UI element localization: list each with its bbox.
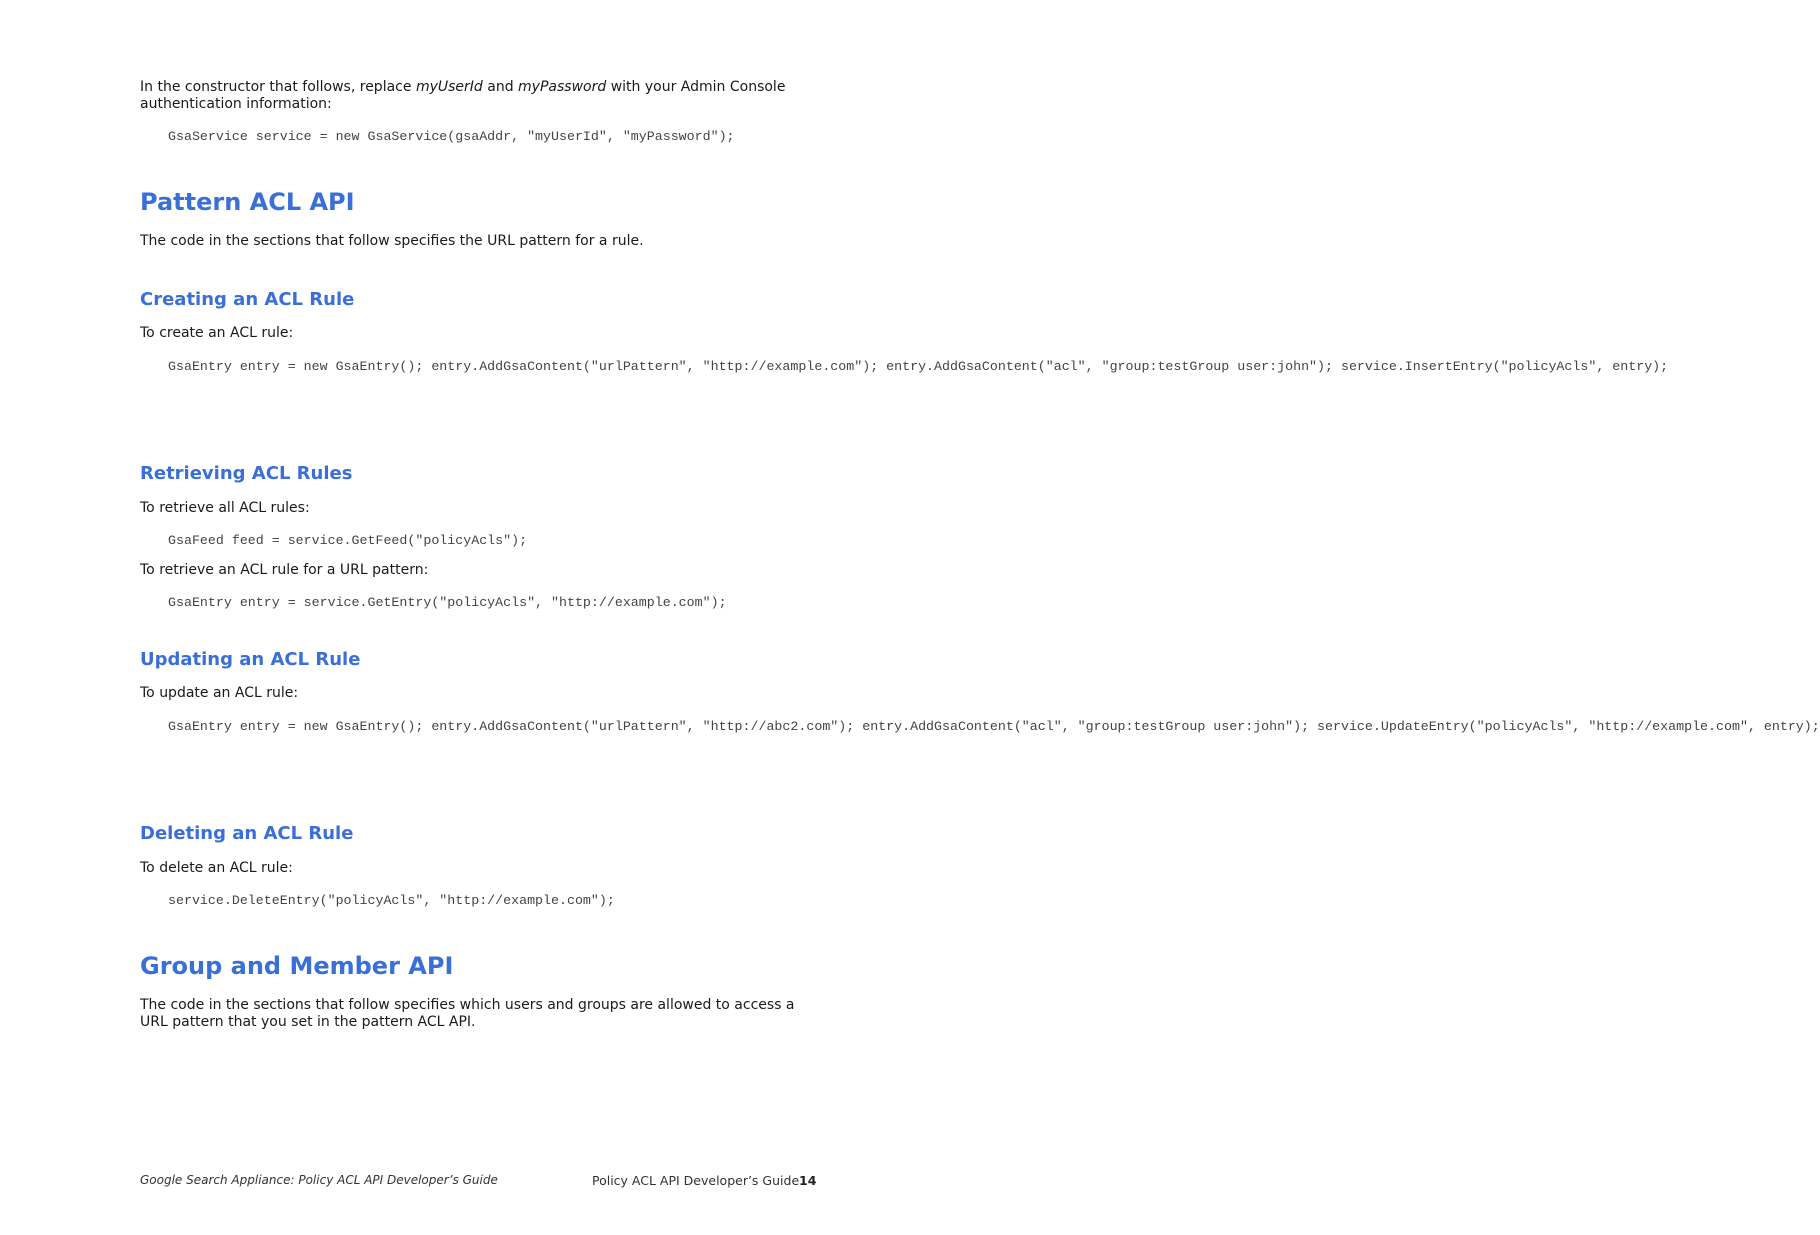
group-description: The code in the sections that follow specifies which users and groups are allowed to access a URL pattern that you set in the pattern ACL API.: [140, 997, 795, 1030]
heading-group-member-api: Group and Member API: [140, 952, 454, 980]
code-constructor: GsaService service = new GsaService(gsaAddr, "myUserId", "myPassword");: [168, 129, 735, 144]
footer-guide-name: Policy ACL API Developer’s Guide: [592, 1173, 800, 1188]
heading-creating-acl-rule: Creating an ACL Rule: [140, 289, 355, 310]
heading-pattern-acl-api: Pattern ACL API: [140, 188, 355, 216]
heading-retrieving-acl-rules: Retrieving ACL Rules: [140, 463, 353, 484]
deleting-lead: To delete an ACL rule:: [140, 860, 293, 876]
intro-emphasis-password: myPassword: [518, 79, 607, 95]
updating-lead: To update an ACL rule:: [140, 685, 299, 701]
heading-deleting-acl-rule: Deleting an ACL Rule: [140, 823, 354, 844]
code-delete-acl: service.DeleteEntry("policyAcls", "http://example.com");: [168, 893, 615, 908]
intro-paragraph: [140, 79, 800, 113]
code-retrieve-pattern: GsaEntry entry = service.GetEntry("policyAcls", "http://example.com");: [168, 595, 727, 610]
intro-text-2: and: [482, 79, 519, 95]
creating-lead: To create an ACL rule:: [140, 325, 294, 341]
retrieving-lead-pattern: To retrieve an ACL rule for a URL pattern:: [140, 562, 429, 578]
intro-emphasis-userid: myUserId: [415, 79, 483, 95]
code-update-acl: GsaEntry entry = new GsaEntry(); entry.AddGsaContent("urlPattern", "http://abc2.com"); entry.AddGsaContent("acl", "group:testGroup user:john"); service.UpdateEntry("policyAcls", "http://example.com", entry);: [168, 719, 1820, 734]
footer-document-title: Google Search Appliance: Policy ACL API Developer’s Guide: [140, 1173, 498, 1187]
intro-text-3: with your Admin Console authentication information:: [140, 79, 786, 112]
retrieving-lead-all: To retrieve all ACL rules:: [140, 500, 310, 516]
pattern-description: The code in the sections that follow specifies the URL pattern for a rule.: [140, 233, 644, 249]
code-retrieve-all: GsaFeed feed = service.GetFeed("policyAcls");: [168, 533, 528, 548]
intro-text-1: In the constructor that follows, replace: [140, 79, 416, 95]
heading-updating-acl-rule: Updating an ACL Rule: [140, 649, 361, 670]
footer-page-number: 14: [799, 1173, 817, 1188]
code-create-acl: GsaEntry entry = new GsaEntry(); entry.AddGsaContent("urlPattern", "http://example.com"); entry.AddGsaContent("acl", "group:testGroup user:john"); service.InsertEntry("policyAcls", entry);: [168, 359, 1669, 374]
